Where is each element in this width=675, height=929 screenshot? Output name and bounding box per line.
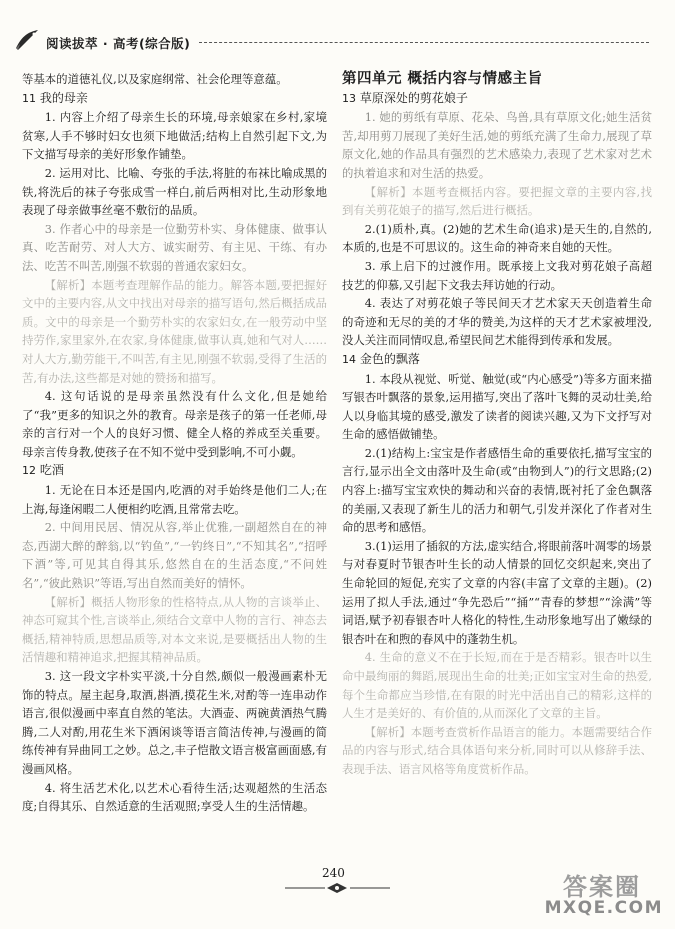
- answer-paragraph: 1. 无论在日本还是国内,吃酒的对手始终是他们二人;在上海,每逢闲暇二人便相约吃酒,且常常去吃。: [22, 483, 327, 516]
- header-rule: [199, 42, 649, 43]
- book-logo-icon: [14, 28, 40, 52]
- analysis-paragraph: 【解析】本题考查理解作品的能力。解答本题,要把握好文中的主要内容,从文中找出对母亲的描写语句,然后概括成品质。文中的母亲是一个勤劳朴实的农家妇女,在一般劳动中坚持劳作,家里家外,在农家,身体健康,做事认真,她和气对人……对人大方,勤劳能干,不叫苦,有主见,刚强不软弱,受得了生活的苦,有办法,这些都是对她的赞扬和描写。: [22, 277, 327, 385]
- book-title: 阅读拔萃 · 高考(综合版): [46, 36, 191, 51]
- answer-paragraph: 3.(1)运用了插叙的方法,虚实结合,将眼前落叶凋零的场景与对春夏时节银杏叶生长的动人情景的回忆交织起来,突出了生命轮回的短促,充实了文章的内容(丰富了文章的主题)。(2)运用了拟人手法,通过“争先恐后”“捅”“青春的梦想”“涂满”等词语,赋予初春银杏叶人格化的特性,生动形象地写出了嫩绿的银杏叶在和煦的春风中的蓬勃生机。: [342, 538, 652, 646]
- answer-paragraph: 3. 作者心中的母亲是一位勤劳朴实、身体健康、做事认真、吃苦耐劳、对人大方、诚实耐劳、有主见、干练、有办法、吃苦不叫苦,刚强不软弱的普通农家妇女。: [22, 221, 327, 273]
- section-number: 11: [22, 91, 36, 105]
- answer-paragraph: 4. 将生活艺术化,以艺术心看待生活;达观超然的生活态度;自得其乐、自然适意的生活观照;享受人生的生活情趣。: [22, 780, 327, 814]
- answer-paragraph: 1. 内容上介绍了母亲生长的环境,母亲娘家在乡村,家境贫寒,人手不够时妇女也须下地做活;结构上自然引起下文,为下文描写母亲的美好形象作铺垫。: [22, 110, 327, 162]
- section-title: 吃酒: [39, 463, 64, 478]
- page-header: [14, 28, 654, 58]
- left-column: [22, 70, 327, 816]
- section-title: 草原深处的剪花娘子: [359, 90, 468, 105]
- watermark-text: 答案圈: [563, 873, 641, 901]
- section-heading-14: [342, 350, 652, 370]
- analysis-paragraph: 【解析】本题考查赏析作品语言的能力。本题需要结合作品的内容与形式,结合具体语句来分析,同时可以从修辞手法、表现手法、语言风格等角度赏析作品。: [342, 724, 652, 776]
- section-heading-12: [22, 461, 327, 481]
- footer-ornament-icon: [285, 883, 390, 893]
- answer-paragraph: 2.(1)质朴,真。(2)她的艺术生命(追求)是天生的,自然的,本质的,也是不可思议的。这生命的神奇来自她的天性。: [342, 221, 652, 255]
- section-title: 金色的飘落: [359, 351, 420, 366]
- section-heading-11: [22, 89, 327, 109]
- analysis-paragraph: 【解析】本题考查概括内容。要把握文章的主要内容,找到有关剪花娘子的描写,然后进行概括。: [342, 184, 652, 218]
- section-title: 我的母亲: [39, 90, 88, 105]
- unit-title: 第四单元 概括内容与情感主旨: [342, 71, 543, 87]
- section-number: 14: [342, 352, 356, 366]
- watermark: [513, 867, 663, 921]
- lead-text: 等基本的道德礼仪,以及家庭纲常、社会伦理等意蕴。: [22, 72, 288, 86]
- answer-paragraph: 4. 表达了对剪花娘子等民间天才艺术家天天创造着生命的奇迹和无尽的美的才华的赞美,为这样的天才艺术家被埋没,没人关注而同情叹息,希望民间艺术能得到传承和发展。: [342, 296, 652, 348]
- answer-paragraph: 3. 这一段文字朴实平淡,十分自然,颇似一般漫画素朴无饰的特点。屋主起身,取酒,斟酒,摸花生米,对酌等一连串动作语言,很似漫画中率直自然的笔法。大酒壶、两碗黄酒热气腾腾,二人对酌,用花生米下酒闲谈等语言简洁传神,与漫画的简练传神有异曲同工之妙。总之,丰子恺散文语言极富画面感,有漫画风格。: [22, 669, 327, 776]
- answer-paragraph: 4. 生命的意义不在于长短,而在于是否精彩。银杏叶以生命中最绚丽的舞蹈,展现出生命的壮美;正如宝宝对生命的热爱,每个生命都应当珍惜,在有限的时光中活出自己的精彩,这样的人生才是美好的、有价值的,从而深化了文章的主旨。: [342, 650, 652, 721]
- answer-paragraph: 1. 她的剪纸有草原、花朵、鸟兽,具有草原文化;她生活贫苦,却用剪刀展现了美好生活,她的剪纸充满了生命力,展现了草原文化,她的作品具有强烈的艺术感染力,表现了艺术家对艺术的执着追求和对生活的热爱。: [342, 110, 652, 180]
- answer-paragraph: 3. 承上启下的过渡作用。既承接上文我对剪花娘子高超技艺的仰慕,又引起下文我去拜访她的行动。: [342, 258, 652, 292]
- right-column: [342, 70, 652, 779]
- answer-paragraph: 4. 这句话说的是母亲虽然没有什么文化,但是她给了“我”更多的知识之外的教育。母亲是孩子的第一任老师,母亲的言行对一个人的良好习惯、健全人格的养成至关重要。母亲言传身教,使孩子在不知不觉中受到影响,不可小觑。: [22, 389, 327, 459]
- answer-paragraph: 1. 本段从视觉、听觉、触觉(或“内心感受”)等多方面来描写银杏叶飘落的景象,运用描写,突出了落叶飞舞的灵动壮美,给人以身临其境的感受,激发了读者的阅读兴趣,又为下文抒写对生命的感悟做铺垫。: [342, 371, 652, 442]
- section-number: 12: [22, 464, 36, 478]
- page-number: 240: [322, 866, 345, 880]
- watermark-url: MXQE.COM: [544, 898, 663, 918]
- answer-paragraph: 2.(1)结构上:宝宝是作者感悟生命的重要依托,描写宝宝的言行,显示出全文由落叶及生命(或“由物到人”)的行文思路;(2)内容上:描写宝宝欢快的舞动和兴奋的表情,既衬托了金色飘落的美丽,又表现了新生儿的活力和朝气,引发并深化了作者对生命的思考和感悟。: [342, 445, 652, 535]
- answer-paragraph: 2. 中间用民居、情况从容,举止优雅,一副超然自在的神态,西湖大醉的醉翁,以“钓鱼”,“一钓终日”,“不知其名”,“招呼下酒”等,可见其自得其乐,悠然自在的生活态度,“不问姓名”,“彼此熟识”等语,写出自然而美好的情怀。: [22, 520, 327, 591]
- section-number: 13: [342, 91, 356, 105]
- analysis-paragraph: 【解析】概括人物形象的性格特点,从人物的言谈举止、神态可窥其个性,言谈举止,须结合文章中人物的言行、神态去概括,精神特质,思想品质等,对本文来说,是要概括出人物的生活情趣和精神追求,把握其精神品质。: [22, 594, 327, 665]
- answer-paragraph: 2. 运用对比、比喻、夸张的手法,将脏的布袜比喻成黑的铁,将洗后的袜子夸张成雪一样白,前后两相对比,生动形象地表现了母亲做事丝毫不敷衍的品质。: [22, 165, 327, 218]
- section-heading-13: [342, 89, 652, 109]
